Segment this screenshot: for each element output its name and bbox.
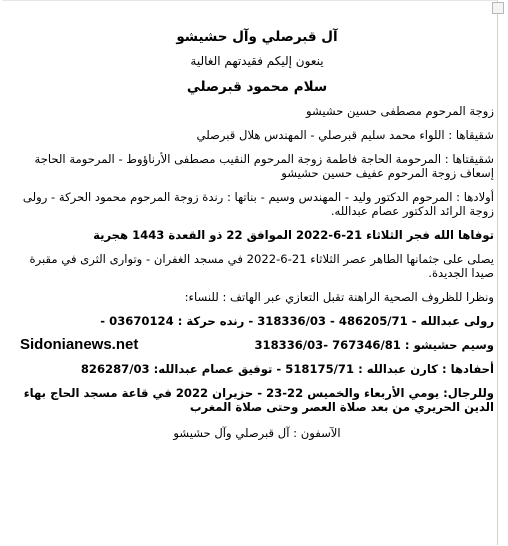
- condolence-note: ونظرا للظروف الصحية الراهنة تقبل التعازي عبر الهاتف :: [222, 290, 494, 304]
- funeral-prayer-line: يصلى على جثمانها الطاهر عصر الثلاثاء 21-6-2022 في مسجد الغفران - وتوارى الثرى في مقبرة صيدا الجديدة.: [29, 252, 494, 280]
- mourning-line: ينعون إليكم فقيدتهم الغالية: [190, 54, 324, 68]
- children-line: أولادها : المرحوم الدكتور وليد - المهندس وسيم - بناتها : رندة زوجة المرحوم محمود الحركة - رولى زوجة الرائد الدكتور عصام عبدالله.: [22, 190, 494, 218]
- obituary-document: [20, 8, 494, 440]
- phones-line-1: رولى عبدالله - 486205/71 - 318336/03 - رنده حركة : 03670124 -: [100, 314, 494, 328]
- site-watermark: Sidonianews.net: [20, 336, 139, 353]
- wife-line: زوجة المرحوم مصطفى حسين حشيشو: [306, 104, 494, 118]
- signoff-line: الآسفون : آل قبرصلي وآل حشيشو: [173, 426, 341, 440]
- deceased-name: سلام محمود قبرصلي: [186, 79, 328, 95]
- men-condolence-line: وللرجال: يومي الأربعاء والخميس 22-23 - حزيران 2022 في قاعة مسجد الحاج بهاء الدين الحريري من بعد صلاة العصر وحتى صلاة المغرب: [23, 386, 494, 414]
- phones-row-2: [20, 338, 494, 352]
- death-date-line: توفاها الله فجر الثلاثاء 21-6-2022 الموافق 22 ذو القعدة 1443 هجرية: [93, 228, 494, 242]
- condolence-line: [20, 290, 494, 304]
- phones-line-3: أحفادها : كارن عبدالله : 518175/71 - توفيق عصام عبدالله: 826287/03: [80, 362, 494, 376]
- condolence-women: للنساء:: [184, 290, 219, 304]
- sisters-line: شقيقتاها : المرحومة الحاجة فاطمة زوجة المرحوم النقيب مصطفى الأرناؤوط - المرحومة الحاجة إسعاف زوجة المرحوم عفيف حسين حشيشو: [34, 152, 494, 180]
- families-heading: آل قبرصلي وآل حشيشو: [176, 29, 338, 45]
- phones-line-2: وسيم حشيشو : 767346/81 -318336/03: [254, 338, 494, 352]
- brothers-line: شقيقاها : اللواء محمد سليم قبرصلي - المهندس هلال قبرصلي: [196, 128, 494, 142]
